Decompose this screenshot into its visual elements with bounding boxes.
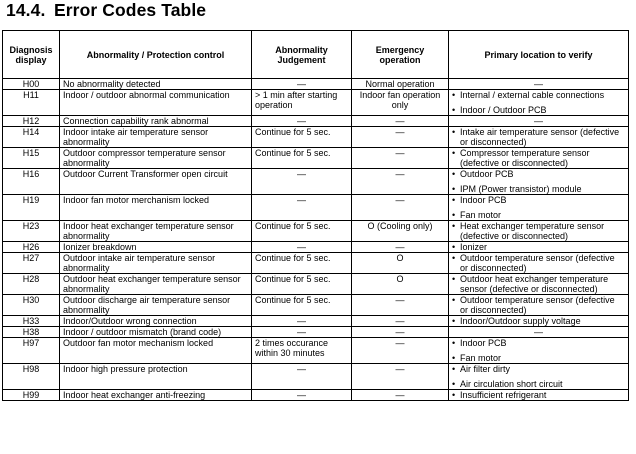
emergency-cell: — bbox=[352, 390, 449, 401]
location-item: • Outdoor PCB bbox=[452, 169, 625, 179]
judgement-cell: Continue for 5 sec. bbox=[252, 295, 352, 316]
location-cell bbox=[449, 364, 629, 390]
emergency-cell: O bbox=[352, 274, 449, 295]
table-row bbox=[3, 148, 629, 169]
emergency-cell: — bbox=[352, 169, 449, 195]
location-cell bbox=[449, 90, 629, 116]
diagnosis-code: H14 bbox=[3, 127, 60, 148]
location-cell bbox=[449, 221, 629, 242]
location-item: • Compressor temperature sensor (defective or disconnected) bbox=[452, 148, 625, 168]
location-cell bbox=[449, 338, 629, 364]
table-row bbox=[3, 295, 629, 316]
diagnosis-code: H38 bbox=[3, 327, 60, 338]
emergency-cell: — bbox=[352, 116, 449, 127]
abnormality-cell: Outdoor compressor temperature sensor abnormality bbox=[60, 148, 252, 169]
table-header-row bbox=[3, 31, 629, 79]
header-emergency: Emergency operation bbox=[352, 31, 449, 79]
abnormality-cell: Outdoor discharge air temperature sensor abnormality bbox=[60, 295, 252, 316]
table-row bbox=[3, 116, 629, 127]
judgement-cell: — bbox=[252, 364, 352, 390]
location-item: • Indoor PCB bbox=[452, 195, 625, 205]
judgement-cell: — bbox=[252, 169, 352, 195]
location-cell bbox=[449, 195, 629, 221]
abnormality-cell: Ionizer breakdown bbox=[60, 242, 252, 253]
location-item: • Outdoor temperature sensor (defective or disconnected) bbox=[452, 295, 625, 315]
emergency-cell: O bbox=[352, 253, 449, 274]
location-cell bbox=[449, 274, 629, 295]
diagnosis-code: H26 bbox=[3, 242, 60, 253]
table-row bbox=[3, 390, 629, 401]
judgement-cell: Continue for 5 sec. bbox=[252, 274, 352, 295]
table-body bbox=[3, 79, 629, 401]
location-cell bbox=[449, 253, 629, 274]
location-item: • Internal / external cable connections bbox=[452, 90, 625, 100]
location-dash: — bbox=[534, 327, 543, 337]
location-item: • Fan motor bbox=[452, 210, 625, 220]
location-item: • Intake air temperature sensor (defective or disconnected) bbox=[452, 127, 625, 147]
location-item: • Air circulation short circuit bbox=[452, 379, 625, 389]
abnormality-cell: No abnormality detected bbox=[60, 79, 252, 90]
location-item: • Outdoor heat exchanger temperature sensor (defective or disconnected) bbox=[452, 274, 625, 294]
location-item: • Indoor / Outdoor PCB bbox=[452, 105, 625, 115]
error-codes-table bbox=[2, 30, 629, 401]
header-judgement: Abnormality Judgement bbox=[252, 31, 352, 79]
location-item: • Air filter dirty bbox=[452, 364, 625, 374]
table-row bbox=[3, 274, 629, 295]
diagnosis-code: H33 bbox=[3, 316, 60, 327]
diagnosis-code: H30 bbox=[3, 295, 60, 316]
emergency-cell: Indoor fan operation only bbox=[352, 90, 449, 116]
header-abnormality: Abnormality / Protection control bbox=[60, 31, 252, 79]
location-item: • IPM (Power transistor) module bbox=[452, 184, 625, 194]
abnormality-cell: Outdoor fan motor mechanism locked bbox=[60, 338, 252, 364]
location-cell bbox=[449, 390, 629, 401]
abnormality-cell: Indoor high pressure protection bbox=[60, 364, 252, 390]
judgement-cell: Continue for 5 sec. bbox=[252, 221, 352, 242]
location-cell bbox=[449, 169, 629, 195]
diagnosis-code: H15 bbox=[3, 148, 60, 169]
location-item: • Insufficient refrigerant bbox=[452, 390, 625, 400]
emergency-cell: — bbox=[352, 364, 449, 390]
diagnosis-code: H98 bbox=[3, 364, 60, 390]
table-row bbox=[3, 169, 629, 195]
table-row bbox=[3, 338, 629, 364]
judgement-cell: Continue for 5 sec. bbox=[252, 127, 352, 148]
emergency-cell: — bbox=[352, 316, 449, 327]
diagnosis-code: H97 bbox=[3, 338, 60, 364]
table-row bbox=[3, 253, 629, 274]
location-item: • Fan motor bbox=[452, 353, 625, 363]
judgement-cell: — bbox=[252, 195, 352, 221]
table-row bbox=[3, 195, 629, 221]
location-item: • Indoor/Outdoor supply voltage bbox=[452, 316, 625, 326]
diagnosis-code: H00 bbox=[3, 79, 60, 90]
judgement-cell: — bbox=[252, 116, 352, 127]
location-cell bbox=[449, 316, 629, 327]
location-cell bbox=[449, 148, 629, 169]
table-row bbox=[3, 364, 629, 390]
table-row bbox=[3, 90, 629, 116]
diagnosis-code: H27 bbox=[3, 253, 60, 274]
emergency-cell: — bbox=[352, 338, 449, 364]
abnormality-cell: Indoor heat exchanger anti-freezing bbox=[60, 390, 252, 401]
location-dash: — bbox=[534, 116, 543, 126]
location-cell bbox=[449, 295, 629, 316]
judgement-cell: — bbox=[252, 316, 352, 327]
header-diagnosis-display: Diagnosis display bbox=[3, 31, 60, 79]
section-number: 14.4. bbox=[6, 0, 46, 20]
section-heading bbox=[6, 0, 206, 21]
diagnosis-code: H12 bbox=[3, 116, 60, 127]
emergency-cell: O (Cooling only) bbox=[352, 221, 449, 242]
abnormality-cell: Indoor heat exchanger temperature sensor abnormality bbox=[60, 221, 252, 242]
location-cell bbox=[449, 242, 629, 253]
judgement-cell: — bbox=[252, 327, 352, 338]
table-row bbox=[3, 316, 629, 327]
judgement-cell: — bbox=[252, 390, 352, 401]
judgement-cell: Continue for 5 sec. bbox=[252, 253, 352, 274]
judgement-cell: Continue for 5 sec. bbox=[252, 148, 352, 169]
abnormality-cell: Indoor/Outdoor wrong connection bbox=[60, 316, 252, 327]
diagnosis-code: H28 bbox=[3, 274, 60, 295]
location-cell bbox=[449, 79, 629, 90]
location-item: • Indoor PCB bbox=[452, 338, 625, 348]
location-item: • Heat exchanger temperature sensor (defective or disconnected) bbox=[452, 221, 625, 241]
emergency-cell: — bbox=[352, 127, 449, 148]
table-row bbox=[3, 127, 629, 148]
table-row bbox=[3, 221, 629, 242]
abnormality-cell: Indoor intake air temperature sensor abnormality bbox=[60, 127, 252, 148]
emergency-cell: Normal operation bbox=[352, 79, 449, 90]
location-item: • Outdoor temperature sensor (defective or disconnected) bbox=[452, 253, 625, 273]
diagnosis-code: H11 bbox=[3, 90, 60, 116]
emergency-cell: — bbox=[352, 242, 449, 253]
table-row bbox=[3, 79, 629, 90]
location-item: • Ionizer bbox=[452, 242, 625, 252]
location-cell bbox=[449, 127, 629, 148]
table-row bbox=[3, 242, 629, 253]
emergency-cell: — bbox=[352, 295, 449, 316]
diagnosis-code: H19 bbox=[3, 195, 60, 221]
header-location: Primary location to verify bbox=[449, 31, 629, 79]
table-row bbox=[3, 327, 629, 338]
abnormality-cell: Connection capability rank abnormal bbox=[60, 116, 252, 127]
diagnosis-code: H23 bbox=[3, 221, 60, 242]
judgement-cell: — bbox=[252, 79, 352, 90]
emergency-cell: — bbox=[352, 327, 449, 338]
judgement-cell: — bbox=[252, 242, 352, 253]
judgement-cell: 2 times occurance within 30 minutes bbox=[252, 338, 352, 364]
diagnosis-code: H99 bbox=[3, 390, 60, 401]
location-cell bbox=[449, 327, 629, 338]
abnormality-cell: Indoor / outdoor mismatch (brand code) bbox=[60, 327, 252, 338]
judgement-cell: > 1 min after starting operation bbox=[252, 90, 352, 116]
abnormality-cell: Indoor fan motor merchanism locked bbox=[60, 195, 252, 221]
diagnosis-code: H16 bbox=[3, 169, 60, 195]
abnormality-cell: Outdoor heat exchanger temperature sensor abnormality bbox=[60, 274, 252, 295]
location-cell bbox=[449, 116, 629, 127]
emergency-cell: — bbox=[352, 148, 449, 169]
abnormality-cell: Outdoor intake air temperature sensor abnormality bbox=[60, 253, 252, 274]
abnormality-cell: Outdoor Current Transformer open circuit bbox=[60, 169, 252, 195]
location-dash: — bbox=[534, 79, 543, 89]
emergency-cell: — bbox=[352, 195, 449, 221]
page-title: Error Codes Table bbox=[54, 0, 207, 20]
abnormality-cell: Indoor / outdoor abnormal communication bbox=[60, 90, 252, 116]
